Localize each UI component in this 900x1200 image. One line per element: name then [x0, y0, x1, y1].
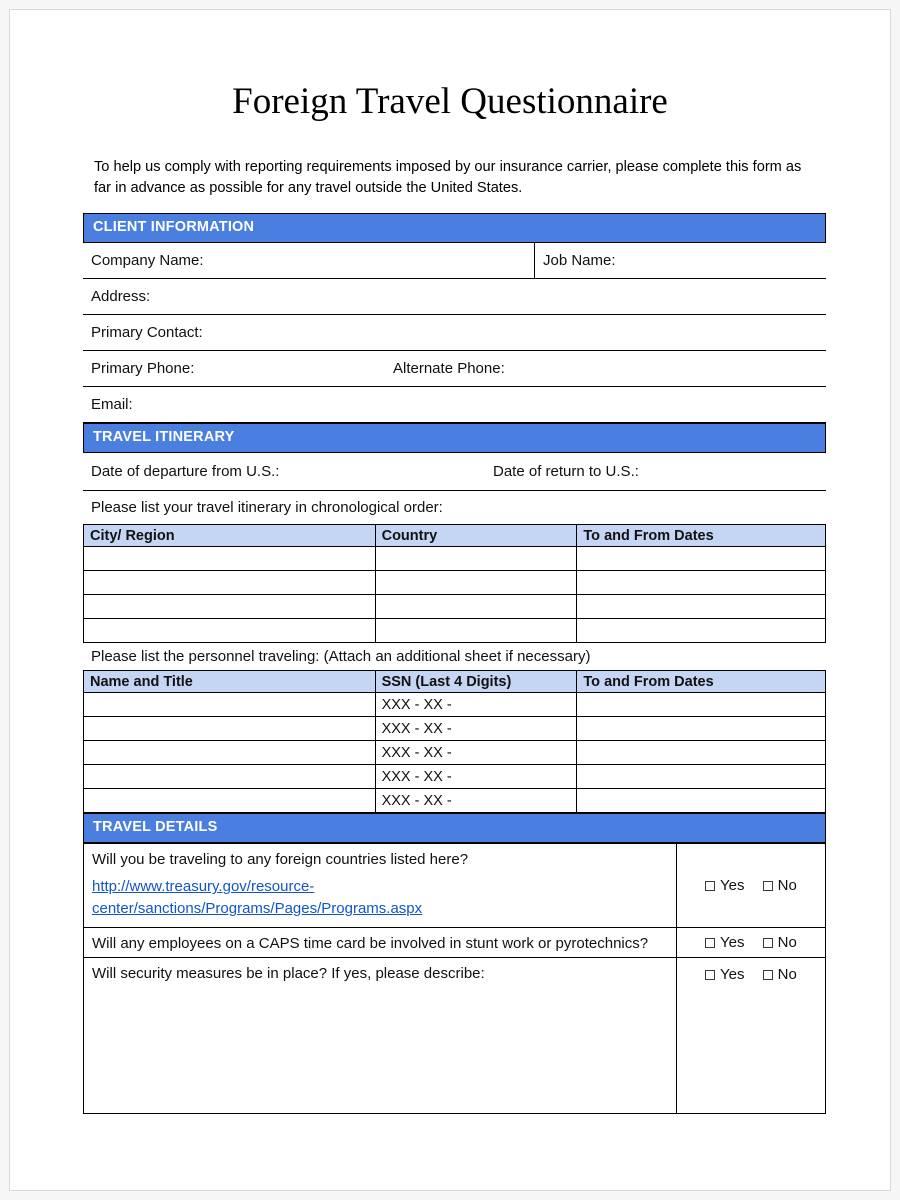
departure-date-label: Date of departure from U.S.: — [91, 463, 280, 481]
question-row-stunt-pyrotechnics — [84, 928, 826, 958]
no-checkbox[interactable] — [763, 938, 773, 948]
personnel-header-dates: To and From Dates — [577, 671, 826, 693]
section-header-travel-itinerary: TRAVEL ITINERARY — [83, 423, 826, 453]
job-name-label: Job Name: — [543, 252, 616, 270]
no-label: No — [777, 877, 797, 895]
section-header-travel-details: TRAVEL DETAILS — [83, 813, 826, 843]
personnel-header-row — [84, 671, 826, 693]
yes-checkbox[interactable] — [705, 970, 715, 980]
dates-input-cell[interactable] — [577, 693, 826, 717]
address-label: Address: — [91, 288, 151, 306]
company-name-label: Company Name: — [91, 252, 204, 270]
question-3-cell — [84, 958, 677, 1114]
question-1-cell — [84, 844, 677, 928]
dates-input-cell[interactable] — [577, 547, 826, 571]
page-title: Foreign Travel Questionnaire — [232, 81, 668, 122]
personnel-header-ssn: SSN (Last 4 Digits) — [375, 671, 577, 693]
row-phones — [83, 351, 826, 387]
itinerary-header-dates: To and From Dates — [577, 525, 826, 547]
country-input-cell[interactable] — [375, 595, 577, 619]
question-1-text: Will you be traveling to any foreign countries listed here? — [92, 851, 469, 869]
ssn-input-cell[interactable]: XXX - XX - — [375, 693, 577, 717]
no-option — [763, 966, 797, 983]
field-job-name — [535, 243, 826, 278]
dates-input-cell[interactable] — [577, 571, 826, 595]
dates-input-cell[interactable] — [577, 741, 826, 765]
name-title-input-cell[interactable] — [84, 717, 376, 741]
country-input-cell[interactable] — [375, 571, 577, 595]
alternate-phone-label: Alternate Phone: — [393, 360, 505, 378]
phone-input-area[interactable] — [194, 351, 826, 386]
itinerary-header-country: Country — [375, 525, 577, 547]
question-row-foreign-countries — [84, 844, 826, 928]
return-date-label: Date of return to U.S.: — [493, 463, 639, 481]
row-email — [83, 387, 826, 423]
treasury-sanctions-link[interactable] — [92, 876, 668, 920]
yes-option — [705, 877, 744, 894]
address-input[interactable] — [150, 279, 826, 314]
intro-text: To help us comply with reporting requirements imposed by our insurance carrier, please complete this form as far in advance as possible for any travel outside the United States. — [94, 159, 802, 197]
personnel-row — [84, 765, 826, 789]
itinerary-prompt: Please list your travel itinerary in chronological order: — [91, 499, 443, 517]
personnel-row — [84, 693, 826, 717]
yes-label: Yes — [720, 877, 745, 895]
personnel-prompt: Please list the personnel traveling: (Attach an additional sheet if necessary) — [91, 648, 591, 666]
row-company-job — [83, 243, 826, 279]
row-primary-contact — [83, 315, 826, 351]
personnel-row — [84, 717, 826, 741]
yes-checkbox[interactable] — [705, 938, 715, 948]
row-travel-dates — [83, 453, 826, 491]
no-option — [763, 934, 797, 951]
question-2-cell — [84, 928, 677, 958]
city-input-cell[interactable] — [84, 571, 376, 595]
itinerary-table — [83, 524, 826, 643]
question-2-text: Will any employees on a CAPS time card be involved in stunt work or pyrotechnics? — [92, 935, 649, 953]
yes-option — [705, 966, 744, 983]
country-input-cell[interactable] — [375, 547, 577, 571]
primary-contact-label: Primary Contact: — [91, 324, 203, 342]
link-text-line-2: center/sanctions/Programs/Pages/Programs.aspx — [92, 900, 423, 918]
ssn-input-cell[interactable]: XXX - XX - — [375, 741, 577, 765]
personnel-row — [84, 789, 826, 813]
company-name-input[interactable] — [204, 243, 534, 278]
itinerary-row — [84, 547, 826, 571]
link-text-line-1: http://www.treasury.gov/resource- — [92, 878, 315, 896]
email-label: Email: — [91, 396, 133, 414]
question-1-answer-cell — [676, 844, 825, 928]
primary-phone-label: Primary Phone: — [91, 360, 195, 378]
name-title-input-cell[interactable] — [84, 693, 376, 717]
job-name-input[interactable] — [616, 243, 826, 278]
email-input[interactable] — [133, 387, 826, 422]
yes-label: Yes — [720, 934, 745, 952]
no-label: No — [777, 966, 797, 984]
question-2-answer-cell — [676, 928, 825, 958]
dates-input-cell[interactable] — [577, 765, 826, 789]
ssn-input-cell[interactable]: XXX - XX - — [375, 717, 577, 741]
itinerary-row — [84, 571, 826, 595]
question-3-text: Will security measures be in place? If yes, please describe: — [92, 965, 485, 983]
city-input-cell[interactable] — [84, 547, 376, 571]
personnel-table — [83, 670, 826, 813]
travel-details-table — [83, 843, 826, 1114]
yes-option — [705, 934, 744, 951]
row-address — [83, 279, 826, 315]
no-option — [763, 877, 797, 894]
ssn-input-cell[interactable]: XXX - XX - — [375, 789, 577, 813]
no-checkbox[interactable] — [763, 881, 773, 891]
dates-input-cell[interactable] — [577, 619, 826, 643]
city-input-cell[interactable] — [84, 619, 376, 643]
no-label: No — [777, 934, 797, 952]
form-body — [83, 213, 826, 1114]
document-page — [9, 9, 891, 1191]
describe-input-area[interactable] — [92, 982, 668, 1092]
itinerary-header-city: City/ Region — [84, 525, 376, 547]
question-3-answer-cell — [676, 958, 825, 1114]
yes-label: Yes — [720, 966, 745, 984]
yes-checkbox[interactable] — [705, 881, 715, 891]
ssn-input-cell[interactable]: XXX - XX - — [375, 765, 577, 789]
itinerary-header-row — [84, 525, 826, 547]
section-header-client-information: CLIENT INFORMATION — [83, 213, 826, 243]
field-company-name — [83, 243, 535, 278]
itinerary-row — [84, 595, 826, 619]
itinerary-row — [84, 619, 826, 643]
name-title-input-cell[interactable] — [84, 789, 376, 813]
city-input-cell[interactable] — [84, 595, 376, 619]
name-title-input-cell[interactable] — [84, 765, 376, 789]
dates-input-cell[interactable] — [577, 595, 826, 619]
question-row-security-measures — [84, 958, 826, 1114]
personnel-header-name: Name and Title — [84, 671, 376, 693]
country-input-cell[interactable] — [375, 619, 577, 643]
dates-input-cell[interactable] — [577, 789, 826, 813]
name-title-input-cell[interactable] — [84, 741, 376, 765]
dates-input-cell[interactable] — [577, 717, 826, 741]
personnel-row — [84, 741, 826, 765]
no-checkbox[interactable] — [763, 970, 773, 980]
primary-contact-input[interactable] — [203, 315, 826, 350]
